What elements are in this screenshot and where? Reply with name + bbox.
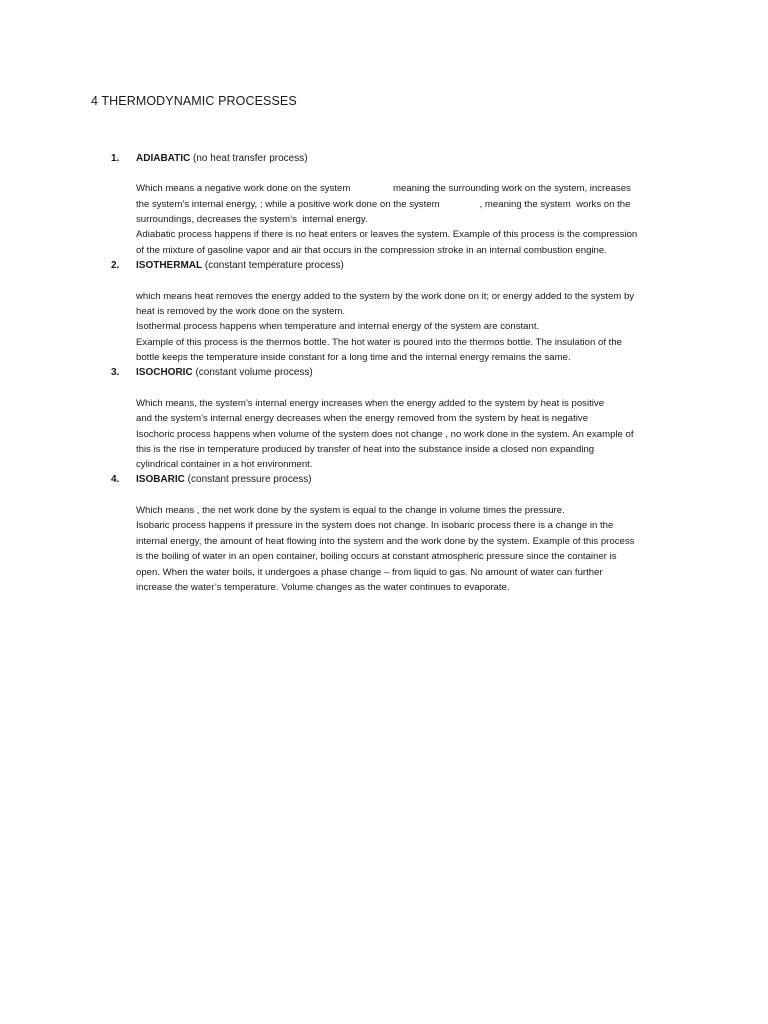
paragraph-line: this is the rise in temperature produced by transfer of heat into the substance inside a closed non expanding: [136, 444, 595, 455]
paragraph-line: surroundings, decreases the system’s internal energy.: [136, 214, 368, 225]
paragraph-line: Example of this process is the thermos bottle. The hot water is poured into the thermos bottle. The insulation of the: [136, 337, 622, 348]
paragraph-line: Which means a negative work done on the system meaning the surrounding work on the system, increases: [136, 183, 631, 194]
paragraph-line: increase the water’s temperature. Volume changes as the water continues to evaporate.: [136, 582, 510, 593]
paragraph-line: Which means , the net work done by the system is equal to the change in volume times the pressure.: [136, 505, 565, 516]
paragraph-line: bottle keeps the temperature inside constant for a long time and the internal energy remains the same.: [136, 352, 571, 363]
paragraph-line: Which means, the system’s internal energy increases when the energy added to the system by heat is positive: [136, 398, 605, 409]
section-name: ISOCHORIC: [136, 367, 193, 378]
section-name: ISOTHERMAL: [136, 260, 203, 271]
section-number: 2.: [111, 260, 120, 271]
paragraph-line: cylindrical container in a hot environment.: [136, 459, 313, 470]
paragraph-line: and the system’s internal energy decreases when the energy removed from the system by heat is negative: [136, 413, 589, 424]
paragraph-line: is the boiling of water in an open container, boiling occurs at constant atmospheric pressure since the container is: [136, 551, 617, 562]
paragraph-line: Adiabatic process happens if there is no heat enters or leaves the system. Example of this process is the compression: [136, 229, 638, 240]
paragraph-line: Isothermal process happens when temperature and internal energy of the system are constant.: [136, 321, 540, 332]
section-name: ADIABATIC: [136, 153, 191, 164]
section-number: 4.: [111, 474, 120, 485]
section-number: 3.: [111, 367, 120, 378]
paragraph-line: internal energy, the amount of heat flowing into the system and the work done by the system. Example of this process: [136, 536, 635, 547]
section-heading-adiabatic: [111, 153, 308, 164]
paragraph-line: Isochoric process happens when volume of the system does not change , no work done in the system. An example of: [136, 429, 634, 440]
section-subtitle: (constant temperature process): [202, 260, 344, 271]
section-heading-isochoric: [111, 367, 313, 378]
paragraph-line: of the mixture of gasoline vapor and air that occurs in the compression stroke in an internal combustion engine.: [136, 245, 607, 256]
section-subtitle: (no heat transfer process): [190, 153, 308, 164]
section-subtitle: (constant pressure process): [184, 474, 312, 485]
paragraph-line: open. When the water boils, it undergoes a phase change – from liquid to gas. No amount of water can further: [136, 567, 603, 578]
section-subtitle: (constant volume process): [192, 367, 313, 378]
section-heading-isobaric: [111, 474, 312, 485]
section-heading-isothermal: [111, 260, 344, 271]
paragraph-line: the system’s internal energy, ; while a positive work done on the system , meaning the system works on the: [136, 199, 631, 210]
paragraph-line: which means heat removes the energy added to the system by the work done on it; or energy added to the system by: [136, 291, 635, 302]
paragraph-line: Isobaric process happens if pressure in the system does not change. In isobaric process there is a change in the: [136, 520, 614, 531]
document-title: 4 THERMODYNAMIC PROCESSES: [91, 94, 297, 108]
section-name: ISOBARIC: [136, 474, 185, 485]
paragraph-line: heat is removed by the work done on the system.: [136, 306, 346, 317]
section-number: 1.: [111, 153, 120, 164]
